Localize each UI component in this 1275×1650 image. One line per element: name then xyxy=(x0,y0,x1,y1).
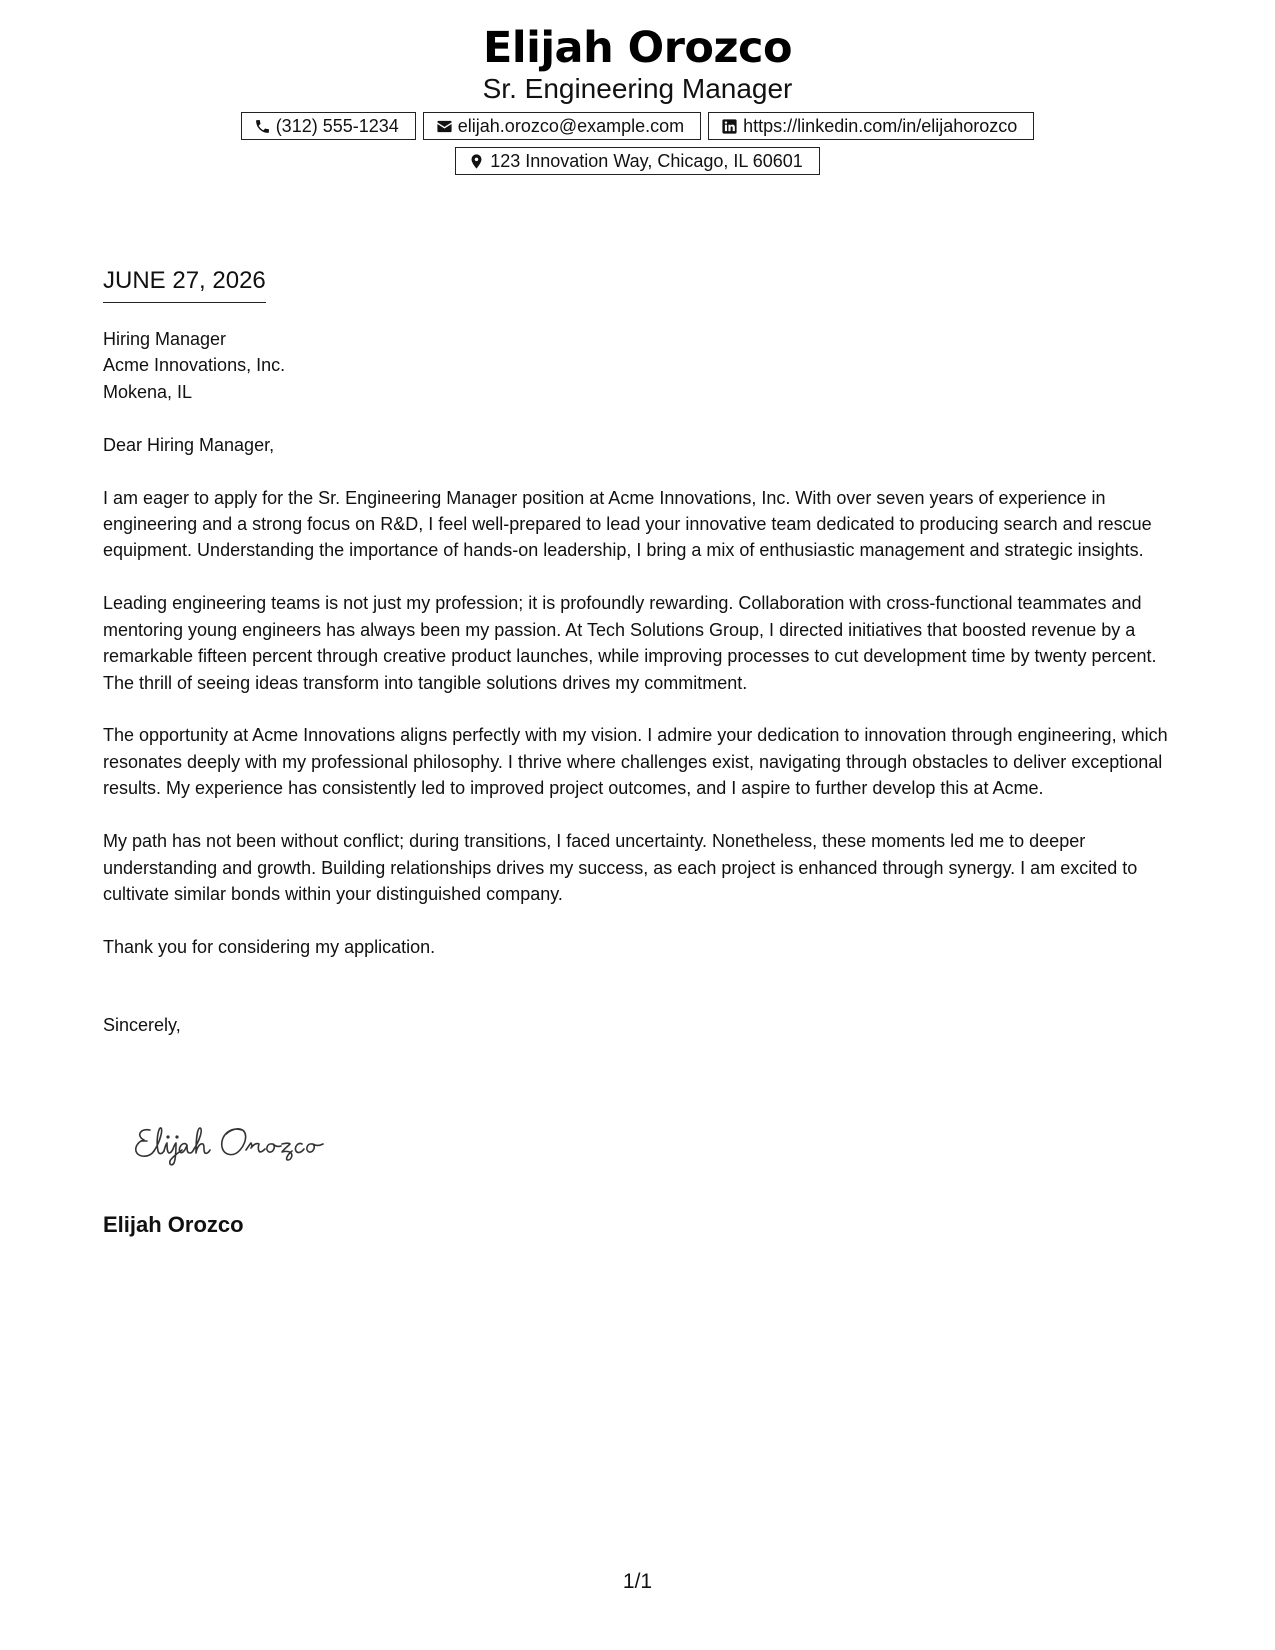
recipient-line: Acme Innovations, Inc. xyxy=(103,355,286,376)
recipient-line: Hiring Manager xyxy=(103,329,227,349)
letter-date: JUNE 27, 2026 xyxy=(103,266,266,303)
salutation: Dear Hiring Manager, xyxy=(103,434,275,455)
letter-header xyxy=(0,22,1275,175)
applicant-name: Elijah Orozco xyxy=(482,23,793,73)
body-paragraph: I am eager to apply for the Sr. Engineering Manager position at Acme Innovations, Inc. With over seven years of experience in engineering and a strong focus on R&D, I feel well-prepared to lead your innovative team dedicated to producing search and rescue equipment. Understanding the importance of hands-on leadership, I bring a mix of enthusiastic management and strategic insights. xyxy=(103,487,1152,561)
page-indicator: 1/1 xyxy=(622,1570,653,1593)
linkedin-icon xyxy=(721,118,738,135)
email-text: elijah.orozco@example.com xyxy=(457,115,685,136)
phone-chip[interactable] xyxy=(241,112,416,140)
phone-icon xyxy=(254,118,271,135)
thank-you-line: Thank you for considering my application. xyxy=(103,936,436,957)
recipient-block xyxy=(103,326,1178,405)
body-paragraph: My path has not been without conflict; during transitions, I faced uncertainty. Nonetheless, these moments led me to deeper understanding and growth. Building relationships drives my success, as each project is enhanced through synergy. I am excited to cultivate similar bonds within your distinguished company. xyxy=(103,831,1138,904)
body-paragraph: Leading engineering teams is not just my profession; it is profoundly rewarding. Collaboration with cross-functional teammates and mentoring young engineers has always been my passion. At Tech Solutions Group, I directed initiatives that boosted revenue by a remarkable fifteen percent through creative product launches, while improving processes to cut development time by twenty percent. The thrill of seeing ideas transform into tangible solutions drives my commitment. xyxy=(103,593,1157,693)
address-row xyxy=(0,147,1275,175)
envelope-icon xyxy=(436,118,453,135)
linkedin-text: https://linkedin.com/in/elijahorozco xyxy=(743,115,1018,136)
map-marker-icon xyxy=(468,153,485,170)
linkedin-chip[interactable] xyxy=(708,112,1034,140)
handwritten-signature xyxy=(130,1120,340,1170)
signer-name: Elijah Orozco xyxy=(103,1212,244,1237)
contact-row xyxy=(0,112,1275,140)
closing: Sincerely, xyxy=(103,1015,181,1036)
body-paragraph: The opportunity at Acme Innovations aligns perfectly with my vision. I admire your dedication to innovation through engineering, which resonates deeply with my professional philosophy. I thrive where challenges exist, navigating through obstacles to deliver exceptional results. My experience has consistently led to improved project outcomes, and I aspire to further develop this at Acme. xyxy=(103,725,1168,799)
recipient-line: Mokena, IL xyxy=(103,381,193,402)
applicant-title: Sr. Engineering Manager xyxy=(482,73,793,104)
email-chip[interactable] xyxy=(423,112,701,140)
address-chip xyxy=(455,147,820,175)
phone-text: (312) 555-1234 xyxy=(275,115,399,136)
letter-body xyxy=(103,326,1178,1065)
address-text: 123 Innovation Way, Chicago, IL 60601 xyxy=(490,150,803,171)
